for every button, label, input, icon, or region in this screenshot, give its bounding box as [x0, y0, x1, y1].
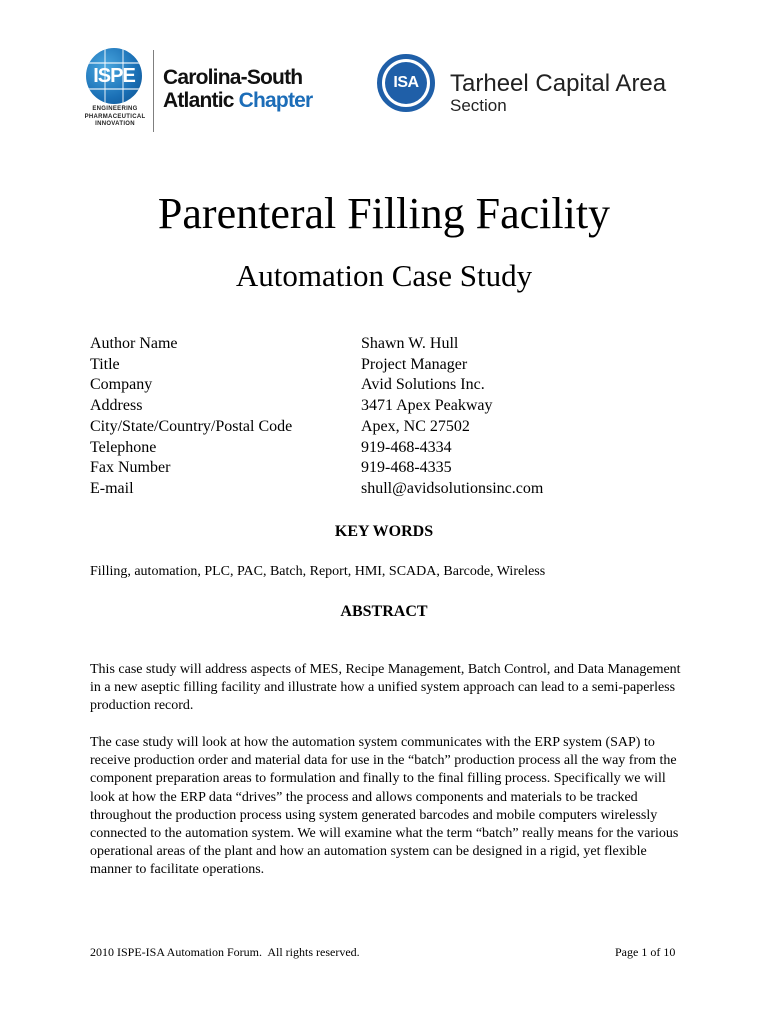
isa-logo-mark: ISA — [393, 74, 419, 91]
info-row: Author Name Shawn W. Hull — [90, 335, 459, 352]
info-row: E-mail shull@avidsolutionsinc.com — [90, 479, 543, 500]
document-title: Parenteral Filling Facility — [157, 189, 611, 238]
keywords-heading: KEY WORDS — [334, 523, 434, 540]
abstract-heading: ABSTRACT — [340, 603, 428, 620]
footer-copyright: 2010 ISPE-ISA Automation Forum. All rights reserved. — [90, 945, 360, 959]
email-link[interactable]: shull@avidsolutionsinc.com — [361, 479, 544, 497]
info-row: Telephone 919-468-4334 — [90, 438, 452, 456]
chapter-name-line2: Atlantic Chapter — [163, 89, 313, 112]
isa-logo — [377, 54, 435, 112]
info-row: Fax Number 919-468-4335 — [90, 459, 452, 477]
abstract-paragraph-2: The case study will look at how the automation system communicates with the ERP system (SAP) to receive production order and material data for use in the “batch” production process all the way from the component preparation areas to formulation and finally to the final filling process. Specifically we will look at how the ERP data “drives” the process and allows components and materials to be tracked throughout the production process using system generated barcodes and mobile computers wirelessly connected to the automation system. We will examine what the term “batch” really means for the various operational areas of the plant and how an automation system can be designed in a rigid, yet flexible manner to facilitate operations. — [90, 735, 679, 878]
info-row: Address 3471 Apex Peakway — [90, 397, 493, 415]
author-info-table — [90, 334, 543, 500]
ispe-logo-mark: ISPE — [93, 65, 135, 87]
chapter-name-line1: Carolina-South — [163, 66, 303, 89]
abstract-paragraph-1: This case study will address aspects of MES, Recipe Management, Batch Control, and Data Management in a new aseptic filling facility and illustrate how a unified system approach can lead to a semi-paperless production record. — [90, 662, 681, 714]
info-row: Title Project Manager — [90, 355, 468, 373]
keywords-text: Filling, automation, PLC, PAC, Batch, Report, HMI, SCADA, Barcode, Wireless — [90, 564, 546, 579]
page-number: Page 1 of 10 — [615, 945, 676, 959]
ispe-tagline: ENGINEERING PHARMACEUTICAL INNOVATION — [84, 106, 146, 127]
info-row: City/State/Country/Postal Code Apex, NC 27502 — [90, 417, 470, 435]
info-row: Company Avid Solutions Inc. — [90, 376, 485, 394]
isa-section-title: Tarheel Capital Area — [450, 70, 667, 97]
document-subtitle: Automation Case Study — [235, 258, 533, 293]
isa-section-subtitle: Section — [450, 96, 507, 115]
ispe-logo-globe — [86, 48, 142, 104]
logo-divider — [153, 50, 154, 132]
